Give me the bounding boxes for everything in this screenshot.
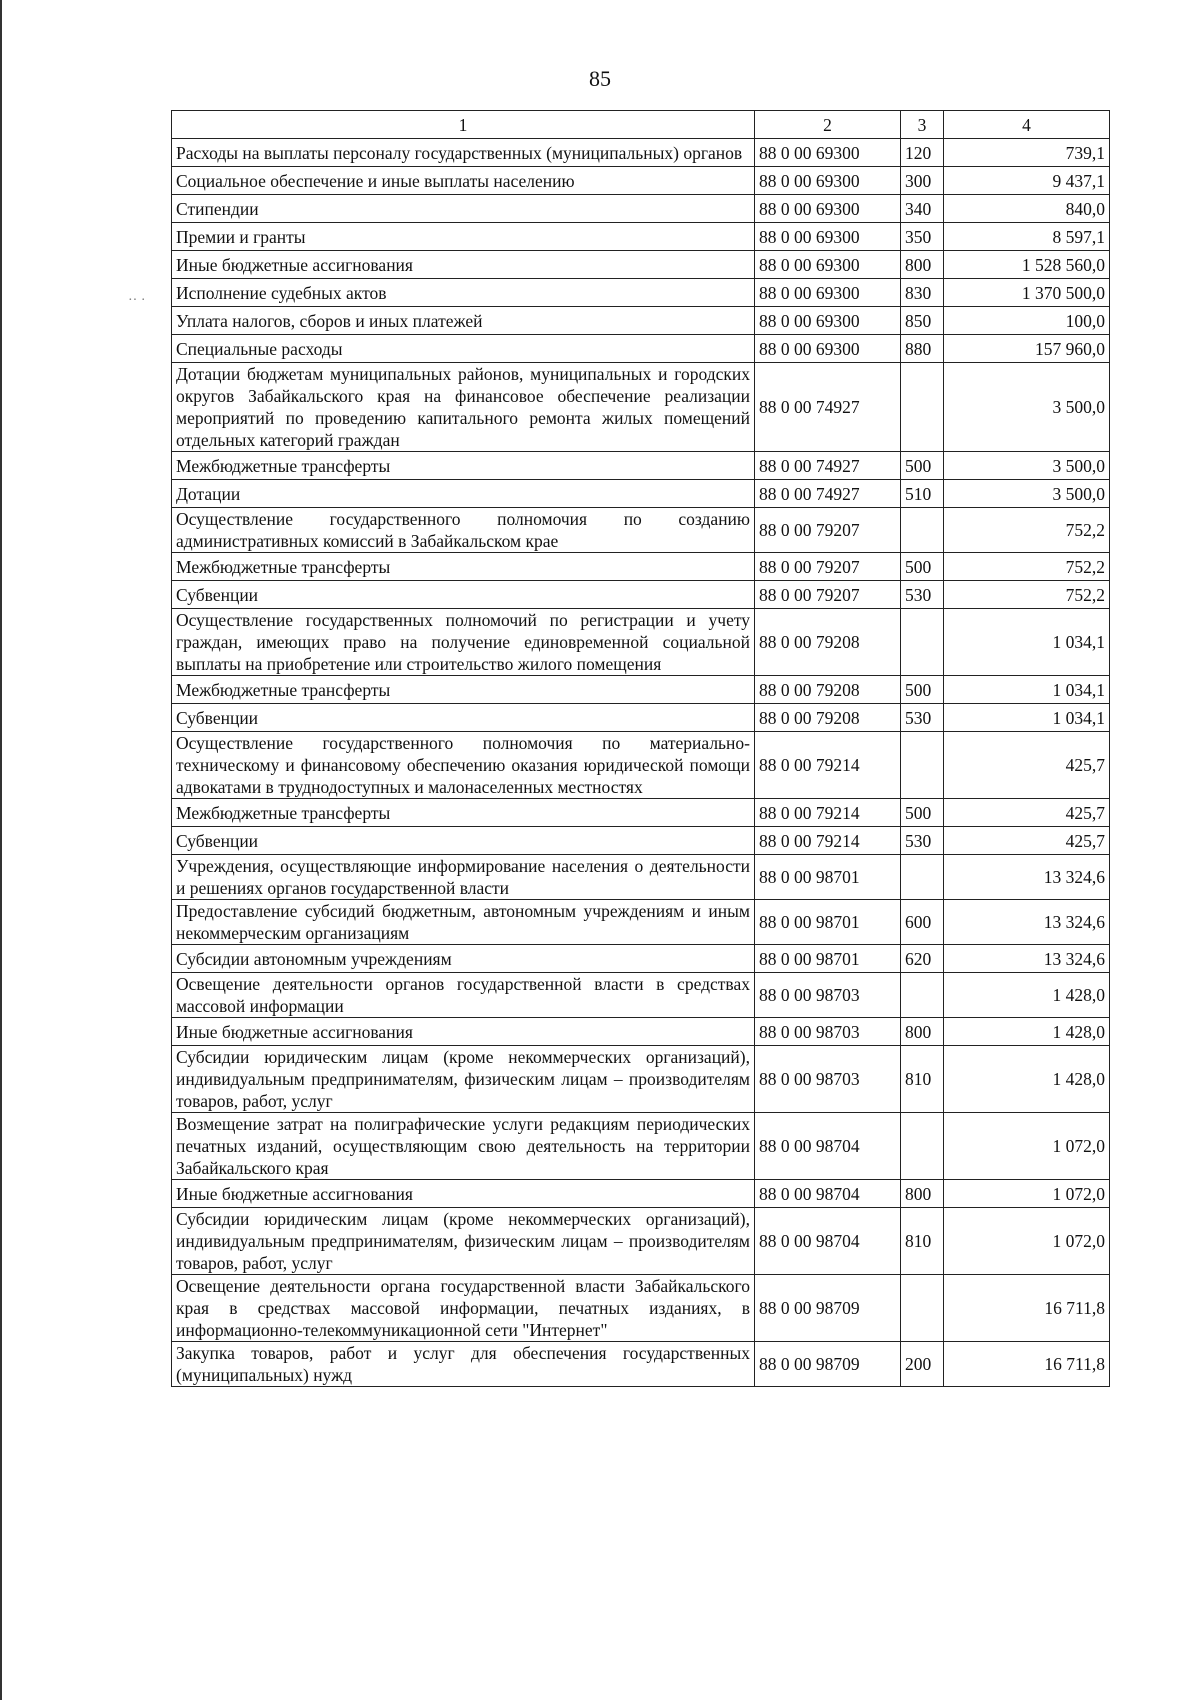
table-body — [172, 139, 1110, 1387]
row-code-cell: 88 0 00 74927 — [755, 480, 901, 508]
table-row — [172, 279, 1110, 307]
row-code-cell: 88 0 00 79214 — [755, 732, 901, 799]
table-row — [172, 363, 1110, 452]
row-type-cell — [901, 855, 944, 900]
budget-table — [171, 110, 1110, 1387]
row-name-cell: Исполнение судебных актов — [172, 279, 755, 307]
table-row — [172, 827, 1110, 855]
row-code-cell: 88 0 00 79207 — [755, 508, 901, 553]
row-type-cell — [901, 508, 944, 553]
row-sum-cell: 13 324,6 — [944, 855, 1110, 900]
row-name-cell: Субвенции — [172, 827, 755, 855]
row-code-cell: 88 0 00 69300 — [755, 139, 901, 167]
table-row — [172, 1342, 1110, 1387]
row-sum-cell: 16 711,8 — [944, 1342, 1110, 1387]
row-sum-cell: 840,0 — [944, 195, 1110, 223]
table-row — [172, 223, 1110, 251]
table-row — [172, 335, 1110, 363]
row-name-cell: Премии и гранты — [172, 223, 755, 251]
row-sum-cell: 1 034,1 — [944, 676, 1110, 704]
row-code-cell: 88 0 00 69300 — [755, 167, 901, 195]
row-name-cell: Учреждения, осуществляющие информирование населения о деятельности и решениях органов государственной власти — [172, 855, 755, 900]
row-sum-cell: 3 500,0 — [944, 452, 1110, 480]
table-row — [172, 1046, 1110, 1113]
row-sum-cell: 1 072,0 — [944, 1113, 1110, 1180]
header-col-4: 4 — [944, 111, 1110, 139]
row-code-cell: 88 0 00 79208 — [755, 704, 901, 732]
row-name-cell: Межбюджетные трансферты — [172, 452, 755, 480]
row-name-cell: Освещение деятельности органов государственной власти в средствах массовой информации — [172, 973, 755, 1018]
row-name-cell: Межбюджетные трансферты — [172, 676, 755, 704]
row-type-cell: 300 — [901, 167, 944, 195]
header-col-3: 3 — [901, 111, 944, 139]
row-name-cell: Субвенции — [172, 581, 755, 609]
row-type-cell: 850 — [901, 307, 944, 335]
row-sum-cell: 3 500,0 — [944, 480, 1110, 508]
row-name-cell: Осуществление государственного полномочия по созданию административных комиссий в Забайкальском крае — [172, 508, 755, 553]
row-type-cell: 620 — [901, 945, 944, 973]
row-name-cell: Расходы на выплаты персоналу государственных (муниципальных) органов — [172, 139, 755, 167]
row-name-cell: Стипендии — [172, 195, 755, 223]
row-name-cell: Иные бюджетные ассигнования — [172, 1018, 755, 1046]
row-code-cell: 88 0 00 79207 — [755, 553, 901, 581]
row-type-cell: 500 — [901, 799, 944, 827]
scan-edge-line — [0, 0, 2, 1700]
row-type-cell: 530 — [901, 581, 944, 609]
row-code-cell: 88 0 00 98704 — [755, 1180, 901, 1208]
row-sum-cell: 1 428,0 — [944, 1018, 1110, 1046]
row-sum-cell: 157 960,0 — [944, 335, 1110, 363]
row-code-cell: 88 0 00 69300 — [755, 223, 901, 251]
row-sum-cell: 1 034,1 — [944, 704, 1110, 732]
row-name-cell: Субвенции — [172, 704, 755, 732]
table-row — [172, 508, 1110, 553]
table-header-row — [172, 111, 1110, 139]
table-row — [172, 799, 1110, 827]
table-row — [172, 195, 1110, 223]
table-row — [172, 553, 1110, 581]
row-sum-cell: 1 072,0 — [944, 1180, 1110, 1208]
row-name-cell: Субсидии юридическим лицам (кроме некоммерческих организаций), индивидуальным предпринимателям, физическим лицам – производителям товаров, работ, услуг — [172, 1208, 755, 1275]
row-type-cell: 340 — [901, 195, 944, 223]
row-type-cell: 500 — [901, 676, 944, 704]
row-type-cell: 500 — [901, 553, 944, 581]
row-code-cell: 88 0 00 98703 — [755, 973, 901, 1018]
table-row — [172, 973, 1110, 1018]
row-code-cell: 88 0 00 98704 — [755, 1113, 901, 1180]
row-type-cell — [901, 1275, 944, 1342]
table-row — [172, 1113, 1110, 1180]
table-row — [172, 609, 1110, 676]
row-code-cell: 88 0 00 79208 — [755, 676, 901, 704]
table-row — [172, 855, 1110, 900]
table-row — [172, 452, 1110, 480]
table-row — [172, 167, 1110, 195]
row-sum-cell: 9 437,1 — [944, 167, 1110, 195]
row-name-cell: Социальное обеспечение и иные выплаты населению — [172, 167, 755, 195]
row-name-cell: Межбюджетные трансферты — [172, 553, 755, 581]
row-code-cell: 88 0 00 69300 — [755, 251, 901, 279]
row-code-cell: 88 0 00 69300 — [755, 335, 901, 363]
table-row — [172, 676, 1110, 704]
row-code-cell: 88 0 00 79214 — [755, 799, 901, 827]
row-name-cell: Возмещение затрат на полиграфические услуги редакциям периодических печатных изданий, осуществляющим свою деятельность на территории Забайкальского края — [172, 1113, 755, 1180]
row-code-cell: 88 0 00 98703 — [755, 1046, 901, 1113]
row-type-cell — [901, 973, 944, 1018]
row-name-cell: Иные бюджетные ассигнования — [172, 251, 755, 279]
row-name-cell: Дотации — [172, 480, 755, 508]
row-name-cell: Освещение деятельности органа государственной власти Забайкальского края в средствах массовой информации, печатных изданиях, в информационно-телекоммуникационной сети "Интернет" — [172, 1275, 755, 1342]
table-row — [172, 732, 1110, 799]
row-sum-cell: 752,2 — [944, 581, 1110, 609]
header-col-1: 1 — [172, 111, 755, 139]
row-code-cell: 88 0 00 69300 — [755, 279, 901, 307]
row-name-cell: Закупка товаров, работ и услуг для обеспечения государственных (муниципальных) нужд — [172, 1342, 755, 1387]
row-code-cell: 88 0 00 79208 — [755, 609, 901, 676]
row-name-cell: Иные бюджетные ассигнования — [172, 1180, 755, 1208]
header-col-2: 2 — [755, 111, 901, 139]
row-type-cell — [901, 732, 944, 799]
table-row — [172, 1208, 1110, 1275]
row-code-cell: 88 0 00 79214 — [755, 827, 901, 855]
row-name-cell: Межбюджетные трансферты — [172, 799, 755, 827]
table-row — [172, 900, 1110, 945]
row-code-cell: 88 0 00 98701 — [755, 855, 901, 900]
row-type-cell: 800 — [901, 1018, 944, 1046]
row-type-cell: 530 — [901, 704, 944, 732]
scan-artifact-mark: ·· · — [128, 293, 146, 308]
row-type-cell: 500 — [901, 452, 944, 480]
row-sum-cell: 1 528 560,0 — [944, 251, 1110, 279]
row-code-cell: 88 0 00 79207 — [755, 581, 901, 609]
row-code-cell: 88 0 00 98709 — [755, 1275, 901, 1342]
row-sum-cell: 13 324,6 — [944, 945, 1110, 973]
row-code-cell: 88 0 00 98709 — [755, 1342, 901, 1387]
row-sum-cell: 1 428,0 — [944, 1046, 1110, 1113]
table-row — [172, 704, 1110, 732]
table-row — [172, 1180, 1110, 1208]
row-type-cell: 800 — [901, 251, 944, 279]
row-name-cell: Осуществление государственного полномочия по материально-техническому и финансовому обеспечению оказания юридической помощи адвокатами в труднодоступных и малонаселенных местностях — [172, 732, 755, 799]
row-type-cell — [901, 363, 944, 452]
row-name-cell: Субсидии юридическим лицам (кроме некоммерческих организаций), индивидуальным предпринимателям, физическим лицам – производителям товаров, работ, услуг — [172, 1046, 755, 1113]
row-sum-cell: 13 324,6 — [944, 900, 1110, 945]
row-sum-cell: 1 034,1 — [944, 609, 1110, 676]
row-type-cell: 350 — [901, 223, 944, 251]
row-type-cell: 800 — [901, 1180, 944, 1208]
row-sum-cell: 1 072,0 — [944, 1208, 1110, 1275]
row-type-cell — [901, 609, 944, 676]
table-row — [172, 1275, 1110, 1342]
table-row — [172, 480, 1110, 508]
row-type-cell: 810 — [901, 1208, 944, 1275]
row-type-cell: 510 — [901, 480, 944, 508]
row-sum-cell: 1 370 500,0 — [944, 279, 1110, 307]
row-type-cell — [901, 1113, 944, 1180]
table-row — [172, 139, 1110, 167]
row-name-cell: Предоставление субсидий бюджетным, автономным учреждениям и иным некоммерческим организациям — [172, 900, 755, 945]
row-code-cell: 88 0 00 98704 — [755, 1208, 901, 1275]
row-code-cell: 88 0 00 69300 — [755, 195, 901, 223]
row-code-cell: 88 0 00 98701 — [755, 945, 901, 973]
row-sum-cell: 425,7 — [944, 732, 1110, 799]
row-code-cell: 88 0 00 74927 — [755, 363, 901, 452]
row-type-cell: 600 — [901, 900, 944, 945]
row-type-cell: 810 — [901, 1046, 944, 1113]
row-sum-cell: 739,1 — [944, 139, 1110, 167]
row-sum-cell: 1 428,0 — [944, 973, 1110, 1018]
row-code-cell: 88 0 00 98701 — [755, 900, 901, 945]
row-sum-cell: 3 500,0 — [944, 363, 1110, 452]
row-type-cell: 830 — [901, 279, 944, 307]
row-sum-cell: 100,0 — [944, 307, 1110, 335]
row-sum-cell: 752,2 — [944, 553, 1110, 581]
row-name-cell: Субсидии автономным учреждениям — [172, 945, 755, 973]
row-name-cell: Уплата налогов, сборов и иных платежей — [172, 307, 755, 335]
row-sum-cell: 8 597,1 — [944, 223, 1110, 251]
page-number: 85 — [589, 66, 611, 91]
row-name-cell: Специальные расходы — [172, 335, 755, 363]
row-sum-cell: 752,2 — [944, 508, 1110, 553]
table-row — [172, 307, 1110, 335]
row-code-cell: 88 0 00 98703 — [755, 1018, 901, 1046]
row-name-cell: Дотации бюджетам муниципальных районов, муниципальных и городских округов Забайкальского края на финансовое обеспечение реализации мероприятий по проведению капитального ремонта жилых помещений отдельных категорий граждан — [172, 363, 755, 452]
table-row — [172, 945, 1110, 973]
row-sum-cell: 16 711,8 — [944, 1275, 1110, 1342]
row-sum-cell: 425,7 — [944, 827, 1110, 855]
table-row — [172, 581, 1110, 609]
row-sum-cell: 425,7 — [944, 799, 1110, 827]
table-row — [172, 251, 1110, 279]
row-type-cell: 880 — [901, 335, 944, 363]
row-type-cell: 530 — [901, 827, 944, 855]
row-type-cell: 120 — [901, 139, 944, 167]
table-row — [172, 1018, 1110, 1046]
row-name-cell: Осуществление государственных полномочий по регистрации и учету граждан, имеющих право на получение единовременной социальной выплаты на приобретение или строительство жилого помещения — [172, 609, 755, 676]
row-type-cell: 200 — [901, 1342, 944, 1387]
row-code-cell: 88 0 00 69300 — [755, 307, 901, 335]
row-code-cell: 88 0 00 74927 — [755, 452, 901, 480]
